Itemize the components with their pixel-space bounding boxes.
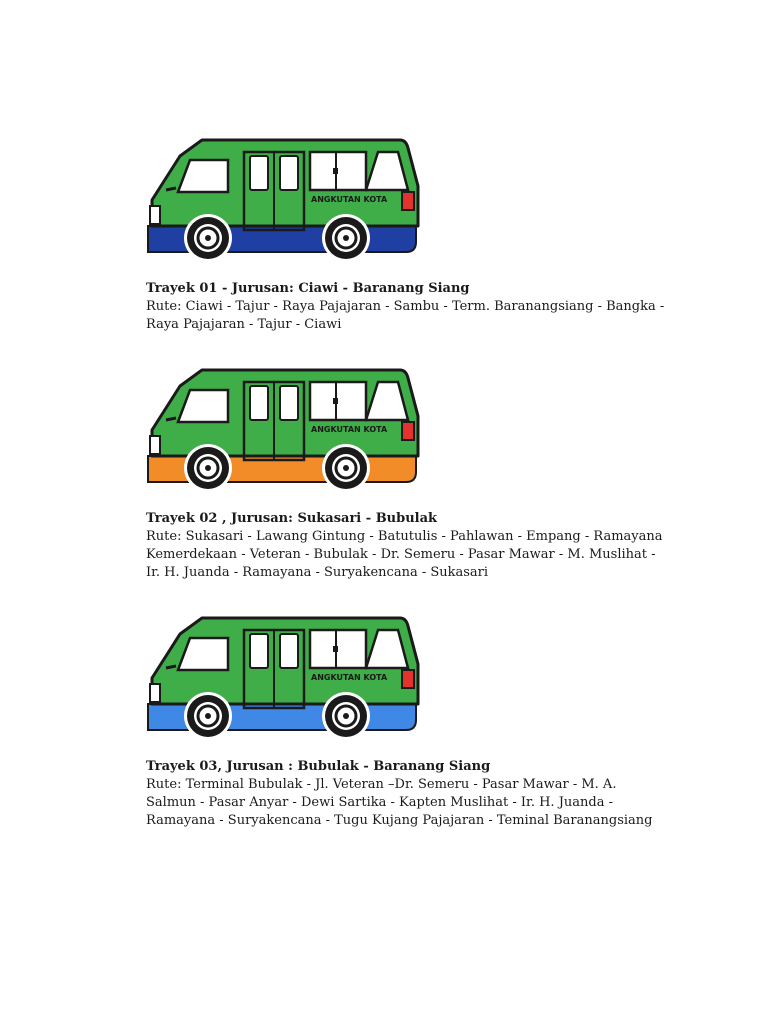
van-label-02: ANGKUTAN KOTA (311, 425, 388, 434)
route-card-01 (146, 134, 706, 334)
route-card-03 (146, 612, 706, 830)
route-card-02 (146, 364, 706, 582)
angkot-van-image-01 (146, 134, 422, 262)
route-title-02: Trayek 02 , Jurusan: Sukasari - Bubulak (146, 511, 438, 526)
route-description-01: Rute: Ciawi - Tajur - Raya Pajajaran - Sambu - Term. Baranangsiang - Bangka - Raya Pajajaran - Tajur - Ciawi (146, 299, 665, 332)
route-description-03: Rute: Terminal Bubulak - Jl. Veteran –Dr. Semeru - Pasar Mawar - M. A. Salmun - Pasar Anyar - Dewi Sartika - Kapten Muslihat - Ir. H. Juanda - Ramayana - Suryakencana - Tugu Kujang Pajajaran - Teminal Baranangsiang (146, 777, 653, 828)
van-label-03: ANGKUTAN KOTA (311, 673, 388, 682)
angkot-van-image-03 (146, 612, 422, 740)
route-title-01: Trayek 01 - Jurusan: Ciawi - Baranang Siang (146, 281, 470, 296)
van-label-01: ANGKUTAN KOTA (311, 195, 388, 204)
route-description-02: Rute: Sukasari - Lawang Gintung - Batutulis - Pahlawan - Empang - Ramayana Kemerdekaan - Veteran - Bubulak - Dr. Semeru - Pasar Mawar - M. Muslihat - Ir. H. Juanda - Ramayana - Suryakencana - Sukasari (146, 529, 663, 580)
angkot-van-image-02 (146, 364, 422, 492)
route-title-03: Trayek 03, Jurusan : Bubulak - Baranang Siang (146, 759, 491, 774)
